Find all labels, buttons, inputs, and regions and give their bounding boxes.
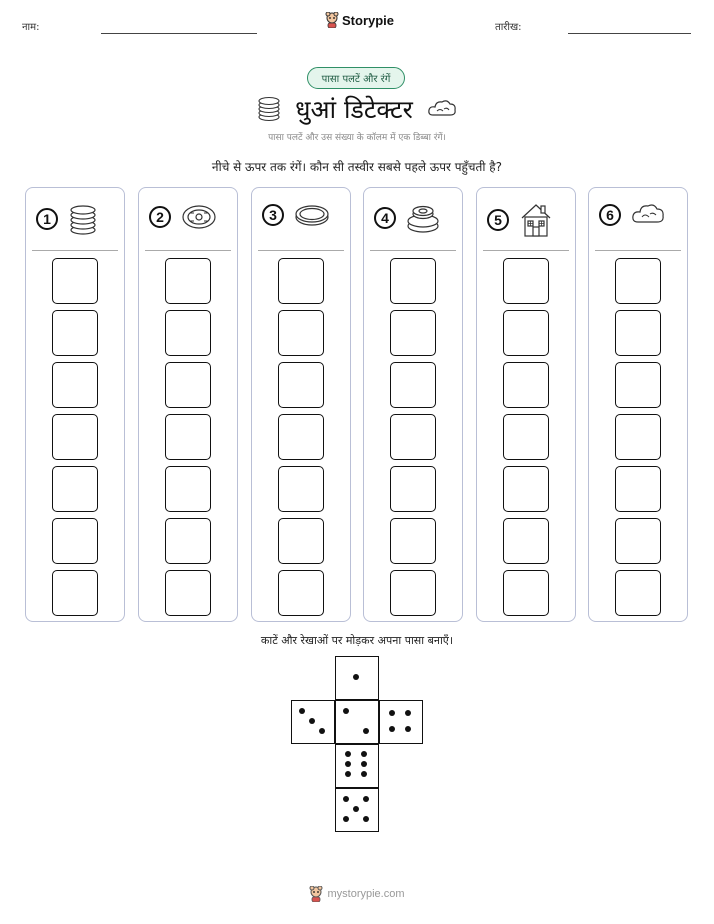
color-box[interactable] <box>503 570 549 616</box>
box-stack <box>390 258 436 622</box>
box-stack <box>165 258 211 622</box>
color-box[interactable] <box>390 414 436 460</box>
color-box[interactable] <box>278 518 324 564</box>
instruction: नीचे से ऊपर तक रंगें। कौन सी तस्वीर सबसे पहले ऊपर पहुँचती है? <box>211 160 503 174</box>
smoke-cloud-icon <box>631 202 665 228</box>
color-box[interactable] <box>615 258 661 304</box>
color-box[interactable] <box>503 310 549 356</box>
footer <box>0 886 714 902</box>
name-line[interactable] <box>101 33 257 34</box>
column-1 <box>25 187 125 622</box>
color-box[interactable] <box>615 310 661 356</box>
color-box[interactable] <box>278 362 324 408</box>
color-box[interactable] <box>278 310 324 356</box>
color-box[interactable] <box>52 518 98 564</box>
color-box[interactable] <box>52 570 98 616</box>
die-face-3 <box>291 700 335 744</box>
mascot-icon <box>309 886 323 902</box>
column-number: 2 <box>149 206 171 228</box>
color-box[interactable] <box>390 518 436 564</box>
box-stack <box>615 258 661 622</box>
color-box[interactable] <box>615 414 661 460</box>
brand-name: Storypie <box>342 12 395 28</box>
color-box[interactable] <box>165 258 211 304</box>
column-5 <box>476 187 576 622</box>
column-number: 4 <box>374 207 396 229</box>
battery-stack-icon <box>257 96 281 122</box>
color-box[interactable] <box>165 466 211 512</box>
name-label: नाम: <box>22 22 40 33</box>
color-box[interactable] <box>278 570 324 616</box>
mascot-icon <box>325 12 339 28</box>
color-box[interactable] <box>390 466 436 512</box>
box-stack <box>503 258 549 622</box>
color-box[interactable] <box>615 466 661 512</box>
color-box[interactable] <box>52 310 98 356</box>
die-face-4 <box>379 700 423 744</box>
color-box[interactable] <box>52 362 98 408</box>
color-box[interactable] <box>52 414 98 460</box>
color-box[interactable] <box>390 570 436 616</box>
detector-stack-icon <box>406 202 440 234</box>
color-box[interactable] <box>165 518 211 564</box>
color-box[interactable] <box>503 466 549 512</box>
battery-stack-icon <box>68 202 98 236</box>
color-box[interactable] <box>503 518 549 564</box>
cut-instruction: काटें और रेखाओं पर मोड़कर अपना पासा बनाएँ। <box>260 634 454 647</box>
house-icon <box>519 202 553 238</box>
date-label: तारीख: <box>495 22 522 33</box>
color-box[interactable] <box>165 570 211 616</box>
smoke-cloud-icon <box>427 98 457 120</box>
die-face-2 <box>335 700 379 744</box>
column-number: 1 <box>36 208 58 230</box>
color-box[interactable] <box>52 258 98 304</box>
footer-url: mystorypie.com <box>327 888 405 900</box>
color-box[interactable] <box>390 258 436 304</box>
color-box[interactable] <box>615 518 661 564</box>
color-box[interactable] <box>278 466 324 512</box>
box-stack <box>52 258 98 622</box>
column-6 <box>588 187 688 622</box>
color-box[interactable] <box>615 362 661 408</box>
activity-badge: पासा पलटें और रंगें <box>307 67 405 89</box>
box-stack <box>278 258 324 622</box>
color-box[interactable] <box>165 310 211 356</box>
color-box[interactable] <box>278 414 324 460</box>
color-box[interactable] <box>165 362 211 408</box>
die-face-5 <box>335 788 379 832</box>
color-box[interactable] <box>615 570 661 616</box>
button-battery-icon <box>294 202 330 228</box>
date-line[interactable] <box>568 33 691 34</box>
die-face-1 <box>335 656 379 700</box>
column-number: 3 <box>262 204 284 226</box>
color-box[interactable] <box>390 310 436 356</box>
die-face-6 <box>335 744 379 788</box>
color-box[interactable] <box>390 362 436 408</box>
color-box[interactable] <box>503 414 549 460</box>
color-box[interactable] <box>503 362 549 408</box>
subtitle: पासा पलटें और उस संख्या के कॉलम में एक डिब्बा रंगें। <box>268 133 446 143</box>
column-2 <box>138 187 238 622</box>
column-4 <box>363 187 463 622</box>
page-title: धुआं डिटेक्टर <box>295 95 413 124</box>
color-box[interactable] <box>165 414 211 460</box>
column-number: 5 <box>487 209 509 231</box>
column-number: 6 <box>599 204 621 226</box>
brand-logo <box>325 12 394 28</box>
color-box[interactable] <box>52 466 98 512</box>
smoke-detector-icon <box>181 202 217 232</box>
column-3 <box>251 187 351 622</box>
color-box[interactable] <box>278 258 324 304</box>
color-box[interactable] <box>503 258 549 304</box>
